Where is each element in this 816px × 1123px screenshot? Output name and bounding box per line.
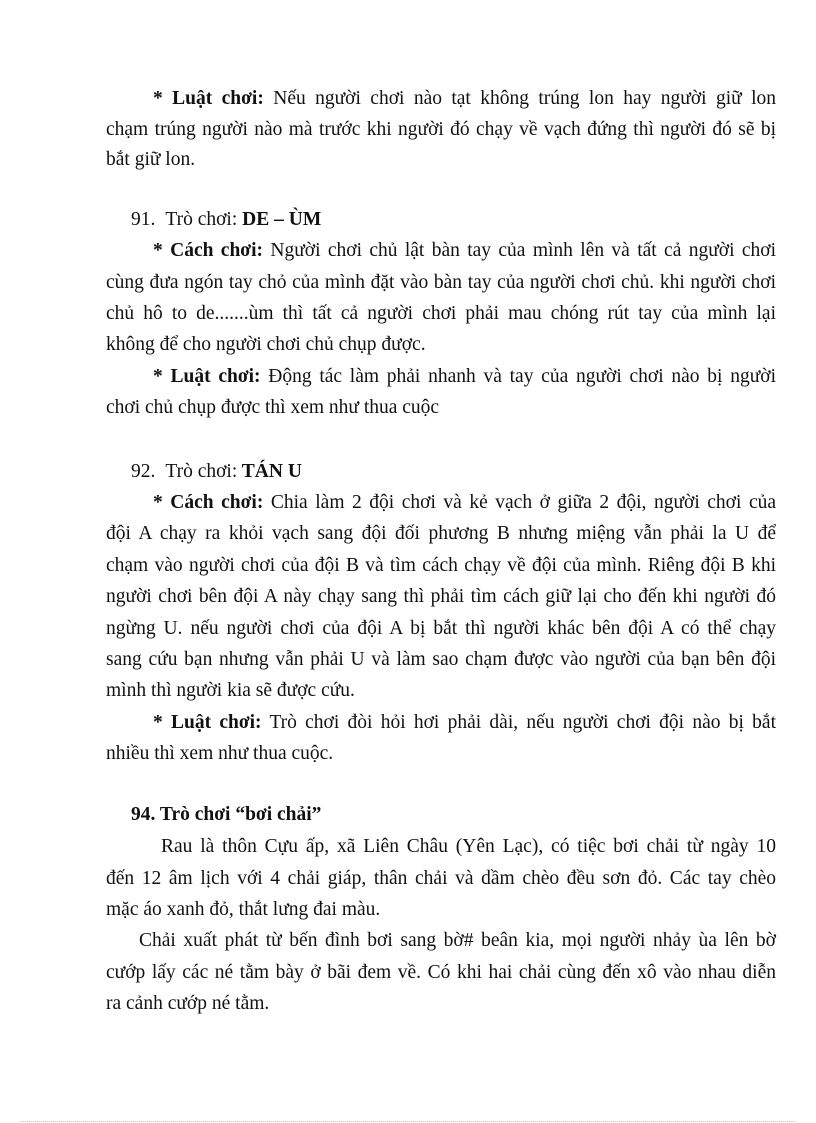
section-92-how-line-1 — [153, 491, 776, 515]
section-91-how-line-1 — [153, 239, 776, 263]
section-92-rule-line-2: nhiều thì xem như thua cuộc. — [106, 743, 334, 764]
section-91-heading — [131, 208, 321, 232]
section-94-p1-line-1: Rau là thôn Cựu ấp, xã Liên Châu (Yên Lạc), có tiệc bơi chải từ ngày 10 — [161, 836, 776, 857]
section-91-how-line-3: chủ hô to de.......ùm thì tất cả người chơi phải mau chóng rút tay của mình lại — [106, 303, 776, 324]
prev-rule-line-1 — [153, 87, 776, 111]
section-92-title-prefix: Trò chơi: — [165, 461, 238, 482]
section-91-how-line-2: cùng đưa ngón tay chỏ của mình đặt vào bàn tay của người chơi chủ. khi người chơi — [106, 272, 776, 293]
section-94-p2-line-1: Chải xuất phát từ bến đình bơi sang bờ# beân kia, mọi người nhảy ùa lên bờ — [139, 930, 776, 951]
prev-rule-text: Nếu người chơi nào tạt không trúng lon hay người giữ lon — [263, 88, 776, 109]
section-92-heading — [131, 460, 302, 484]
section-91-rule-label: * Luật chơi: — [153, 366, 261, 387]
section-92-rule-label: * Luật chơi: — [153, 712, 262, 733]
prev-rule-line-3: bắt giữ lon. — [106, 149, 196, 170]
page-bottom-rule — [20, 1121, 796, 1122]
section-92-how-line-4: người chơi bên đội A này chạy sang thì phải tìm cách giữ lại cho đến khi người đó — [106, 586, 776, 607]
section-92-how-line-3: chạm vào người chơi của đội B và tìm cách chạy về đội của mình. Riêng đội B khi — [106, 555, 776, 576]
section-91-how-label: * Cách chơi: — [153, 240, 264, 261]
section-91-how-text-1: Người chơi chủ lật bàn tay của mình lên và tất cả người chơi — [263, 240, 777, 261]
section-92-how-line-2: đội A chạy ra khỏi vạch sang đội đối phương B nhưng miệng vẫn phải la U để — [106, 523, 776, 544]
prev-rule-label: * Luật chơi: — [153, 88, 264, 109]
section-92-how-label: * Cách chơi: — [153, 492, 264, 513]
section-91-rule-line-1 — [153, 365, 776, 389]
section-91-title: DE – ÙM — [237, 209, 322, 230]
section-91-how-line-4: không để cho người chơi chủ chụp được. — [106, 334, 426, 355]
section-94-p2-line-3: ra cảnh cướp né tằm. — [106, 993, 270, 1014]
section-94-p1-line-3: mặc áo xanh đỏ, thắt lưng đai màu. — [106, 899, 381, 920]
section-92-rule-line-1 — [153, 711, 776, 735]
section-94-p2-line-2: cướp lấy các né tằm bày ở bãi đem về. Có khi hai chải cùng đến xô vào nhau diễn — [106, 962, 776, 983]
section-94-p1-line-2: đến 12 âm lịch với 4 chải giáp, thân chải và dầm chèo đều sơn đỏ. Các tay chèo — [106, 868, 776, 889]
section-92-title: TÁN U — [237, 461, 302, 482]
section-94-heading: 94. Trò chơi “bơi chải” — [131, 804, 322, 825]
section-91-title-prefix: Trò chơi: — [165, 209, 238, 230]
section-91-rule-line-2: chơi chủ chụp được thì xem như thua cuộc — [106, 397, 440, 418]
section-92-how-text-1: Chia làm 2 đội chơi và kẻ vạch ở giữa 2 đội, người chơi của — [263, 492, 777, 513]
section-92-rule-text-1: Trò chơi đòi hỏi hơi phải dài, nếu người chơi đội nào bị bắt — [261, 712, 776, 733]
section-91-number: 91. — [131, 209, 156, 230]
section-92-number: 92. — [131, 461, 156, 482]
section-92-how-line-6: sang cứu bạn nhưng vẫn phải U và làm sao chạm được vào người của bạn bên đội — [106, 649, 776, 670]
section-92-how-line-7: mình thì người kia sẽ được cứu. — [106, 680, 355, 701]
section-92-how-line-5: ngừng U. nếu người chơi của đội A bị bắt thì người khác bên đội A có thể chạy — [106, 618, 776, 639]
section-91-rule-text-1: Động tác làm phải nhanh và tay của người chơi nào bị người — [260, 366, 776, 387]
prev-rule-line-2: chạm trúng người nào mà trước khi người đó chạy về vạch đứng thì người đó sẽ bị — [106, 119, 776, 140]
